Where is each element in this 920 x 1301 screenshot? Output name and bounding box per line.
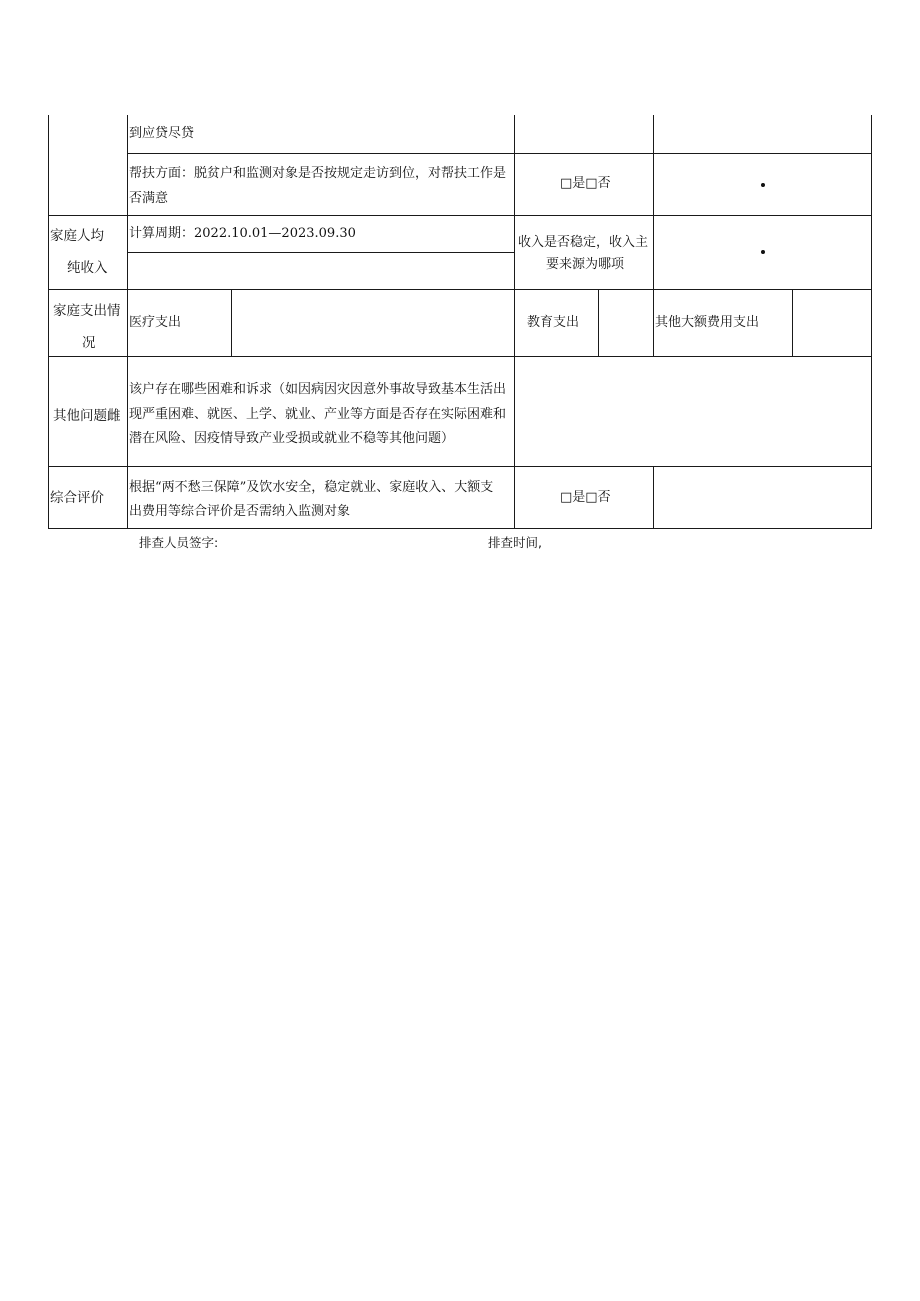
table-line (48, 115, 49, 529)
expense-label-line1: 家庭支出情 (53, 303, 121, 319)
bullet-mark (761, 183, 765, 187)
loan-description: 到应贷尽贷 (129, 126, 195, 141)
table-line (871, 115, 872, 529)
inspection-time-label: 排查时间, (488, 535, 542, 550)
help-description-line1: 帮扶方面：脱贫户和监测对象是否按规定走访到位，对帮扶工作是 (129, 166, 507, 181)
overall-description-line1: 根据“两不愁三保障”及饮水安全，稳定就业、家庭收入、大额支 (129, 480, 494, 495)
table-line (127, 115, 128, 529)
table-line (127, 252, 515, 253)
expense-label-line2: 况 (82, 335, 96, 351)
table-line (48, 466, 871, 467)
other-issues-label: 其他问题雌 (53, 408, 121, 424)
bullet-mark (761, 250, 765, 254)
table-line (514, 356, 515, 529)
income-value-field[interactable] (129, 258, 509, 284)
income-stable-question-line2: 要来源为哪项 (546, 257, 625, 272)
table-line (514, 115, 515, 290)
table-line (48, 528, 871, 529)
other-issues-description-line1: 该户存在哪些困难和诉求（如因病因灾因意外事故导致基本生活出 (129, 382, 507, 397)
overall-evaluation-label: 综合评价 (50, 490, 104, 506)
table-line (653, 466, 654, 529)
table-line (792, 289, 793, 356)
table-line (514, 289, 515, 356)
table-line (598, 289, 599, 356)
table-line (48, 356, 871, 357)
overall-yes-no-checkbox[interactable]: □是□否 (560, 490, 611, 505)
table-line (48, 215, 871, 216)
other-large-expense-label: 其他大额费用支出 (655, 315, 760, 330)
help-yes-no-checkbox[interactable]: □是□否 (560, 176, 611, 191)
income-stable-question-line1: 收入是否稳定，收入主 (518, 235, 649, 250)
table-line (127, 153, 871, 154)
table-line (653, 115, 654, 290)
table-line (231, 289, 232, 356)
income-period: 计算周期：2022.10.01—2023.09.30 (129, 226, 356, 241)
education-expense-label: 教育支出 (527, 315, 580, 330)
overall-description-line2: 出费用等综合评价是否需纳入监测对象 (129, 504, 351, 519)
table-line (48, 289, 871, 290)
inspector-signature-label: 排查人员签字: (139, 535, 219, 550)
income-label-line2: 纯收入 (67, 260, 108, 276)
income-label-line1: 家庭人均 (50, 228, 104, 244)
other-issues-description-line2: 现严重困难、就医、上学、就业、产业等方面是否存在实际困难和 (129, 407, 507, 422)
table-line (653, 289, 654, 356)
other-issues-description-line3: 潜在风险、因疫情导致产业受损或就业不稳等其他问题） (129, 431, 455, 446)
help-description-line2: 否满意 (129, 191, 169, 206)
medical-expense-label: 医疗支出 (129, 315, 182, 330)
